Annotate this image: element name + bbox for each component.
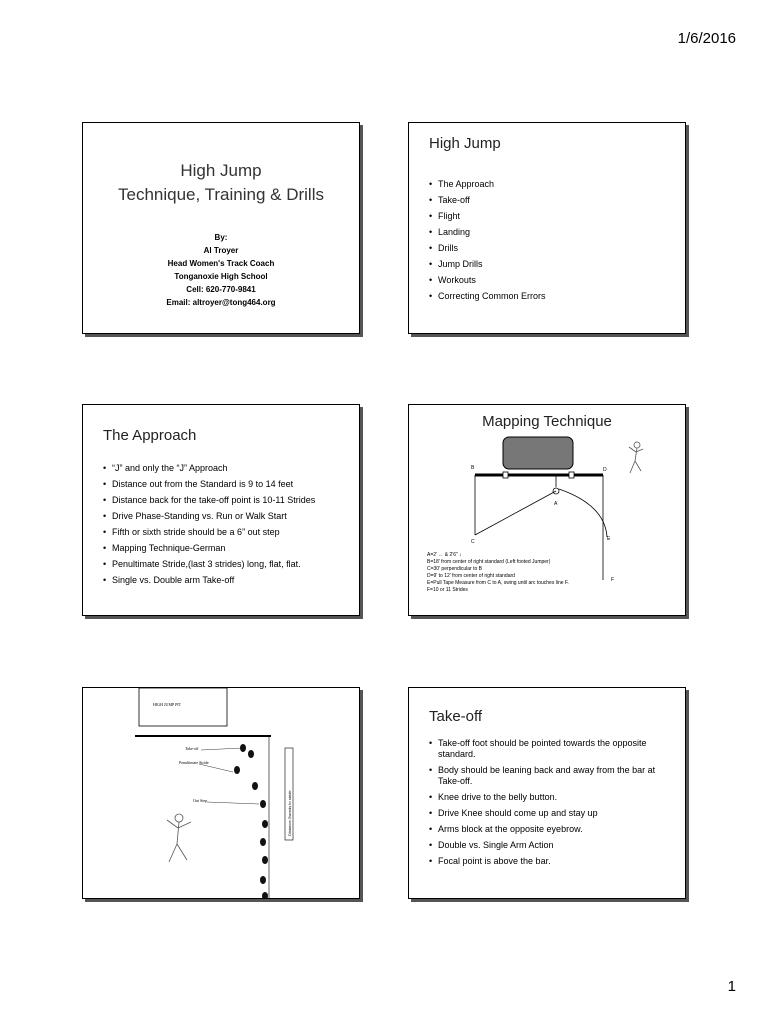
bullet-item: • Penultimate Stride,(last 3 strides) long, flat, flat. [103, 559, 349, 570]
slide-mapping [408, 404, 686, 616]
stride-diagram [83, 688, 360, 899]
takeoff-label: Take-off [185, 746, 199, 751]
byline-line: Cell: 620-770-9841 [186, 285, 256, 294]
right-standard [569, 472, 574, 478]
slide-approach [82, 404, 360, 616]
bullet-list [429, 738, 675, 872]
bullet-item: • Body should be leaning back and away from the bar at Take-off. [429, 765, 675, 787]
slide-heading: Mapping Technique [482, 413, 612, 430]
byline-line: By: [214, 233, 228, 242]
pit-shape [503, 437, 573, 469]
byline [83, 231, 359, 309]
slide-title-line1: High Jump [180, 161, 262, 180]
pit-label: HIGH JUMP PIT [153, 702, 182, 707]
byline-line: Al Troyer [203, 246, 239, 255]
note-line: D=9' to 12' from center of right standard [427, 573, 515, 579]
bullet-item: • Take-off foot should be pointed towards the opposite standard. [429, 738, 675, 760]
bullet-list [429, 179, 675, 307]
bullet-item: • Landing [429, 227, 675, 238]
bullet-item: • Drive Knee should come up and stay up [429, 808, 675, 819]
note-line: A=2' ← & 2'6" ↓ [427, 552, 462, 558]
slide-takeoff [408, 687, 686, 899]
point-label: E [607, 536, 611, 542]
pit-box [139, 688, 227, 726]
jumper-figure [629, 442, 643, 473]
slide-heading: Take-off [429, 708, 483, 725]
penultimate-label: Penultimate Stride [179, 760, 209, 765]
bullet-item: • Distance back for the take-off point is 10-11 Strides [103, 495, 349, 506]
mapping-notes [427, 552, 569, 594]
bullet-item: • Take-off [429, 195, 675, 206]
bullet-item: • Mapping Technique-German [103, 543, 349, 554]
bullet-item: • Drive Phase-Standing vs. Run or Walk Start [103, 511, 349, 522]
bullet-item: • Double vs. Single Arm Action [429, 840, 675, 851]
distance-label: Distance-Swords to stride [287, 790, 292, 836]
slide-outline [408, 122, 686, 334]
page-number: 1 [727, 978, 736, 995]
bullet-item: • Distance out from the Standard is 9 to 14 feet [103, 479, 349, 490]
bullet-item: • Arms block at the opposite eyebrow. [429, 824, 675, 835]
bullet-item: • Knee drive to the belly button. [429, 792, 675, 803]
point-label: A [554, 501, 558, 507]
line-c-a [475, 491, 556, 535]
byline-line: Email: altroyer@tong464.org [166, 298, 276, 307]
bullet-list [103, 463, 349, 591]
outstep-label: Out Step [193, 798, 208, 803]
bullet-item: • Single vs. Double arm Take-off [103, 575, 349, 586]
bullet-item: • Workouts [429, 275, 675, 286]
bullet-item: • Flight [429, 211, 675, 222]
slide-heading: High Jump [429, 135, 501, 152]
slide-title-line2: Technique, Training & Drills [118, 185, 324, 204]
bullet-item: • “J” and only the “J” Approach [103, 463, 349, 474]
note-line: C=30' perpendicular to B [427, 566, 483, 572]
bullet-item: • Drills [429, 243, 675, 254]
note-line: B=18' from center of right standard (Left footed Jumper) [427, 559, 551, 565]
jumper-figure [167, 814, 191, 862]
slide-title [82, 122, 360, 334]
left-standard [503, 472, 508, 478]
bullet-item: • Correcting Common Errors [429, 291, 675, 302]
point-label: F [611, 577, 615, 583]
note-line: E=Pull Tape Measure from C to A, swing until arc touches line F. [427, 580, 569, 586]
byline-line: Head Women's Track Coach [167, 259, 275, 268]
bullet-item: • Jump Drills [429, 259, 675, 270]
note-line: F=10 or 11 Strides [427, 587, 468, 593]
bullet-item: • The Approach [429, 179, 675, 190]
byline-line: Tonganoxie High School [174, 272, 268, 281]
footprints [234, 744, 268, 899]
slide-pit-diagram [82, 687, 360, 899]
point-label: C [471, 539, 475, 545]
page-date: 1/6/2016 [677, 30, 736, 47]
bullet-item: • Focal point is above the bar. [429, 856, 675, 867]
point-label: D [603, 467, 607, 473]
slide-heading: The Approach [103, 427, 197, 444]
bullet-item: • Fifth or sixth stride should be a 6” out step [103, 527, 349, 538]
arc-e [559, 489, 607, 537]
point-label: B [471, 465, 475, 471]
